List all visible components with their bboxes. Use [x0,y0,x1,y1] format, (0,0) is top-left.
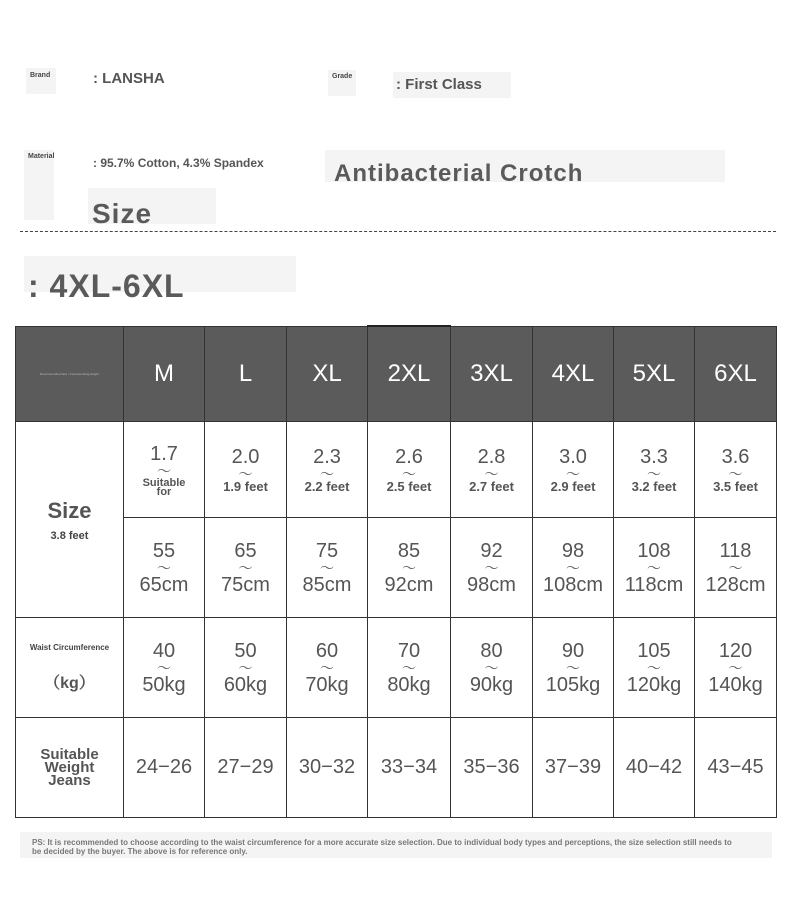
jeans-label-cell [16,718,124,818]
height-to: 3.5 feet [713,478,758,494]
cm-to: 75cm [221,573,270,596]
weight-cell [695,618,777,718]
weight-cell [451,618,533,718]
height-to: 2.5 feet [386,478,432,494]
tilde: 〜 [566,659,580,676]
jeans-cell [614,718,695,818]
height-from: 3.0 [559,445,587,468]
weight-from: 80 [480,639,503,662]
tilde: 〜 [402,559,416,576]
cm-cell [124,518,205,618]
weight-from: 40 [152,639,176,662]
jeans-size: 37−39 [544,756,602,778]
cm-to: 98cm [467,573,516,596]
cm-cell [368,518,451,618]
weight-to: 50kg [142,673,186,696]
weight-to: 90kg [469,673,514,696]
height-from: 1.7 [150,442,178,465]
size-header-4xl: 4XL [533,326,614,422]
table-header-row [16,326,777,422]
size-header-xl: XL [287,326,368,422]
weight-cell [124,618,205,718]
height-from: 3.6 [721,445,750,468]
jeans-cell [533,718,614,818]
cm-from: 118 [719,539,752,562]
tilde: 〜 [647,659,661,676]
tilde: 〜 [402,659,416,676]
tilde: 〜 [157,659,171,676]
tilde: 〜 [484,465,499,482]
cm-from: 98 [561,539,585,562]
weight-cell [287,618,368,718]
jeans-size: 35−36 [463,756,520,778]
tilde: 〜 [566,559,580,576]
tilde: 〜 [647,465,661,482]
jeans-label-line1: Suitable [40,746,99,763]
height-label: Size [47,497,92,523]
cm-cell [451,518,533,618]
height-cell [368,422,451,518]
size-header-l: L [205,326,287,422]
feature-text: Antibacterial Crotch [334,160,584,182]
height-to: Suitable for [142,476,186,498]
ps-note: PS: It is recommended to choose according to the waist circumference for a more accurate size selection. Due to individual body types and perceptions, the size selection still needs to be decided by the buyer. The above is for reference only. [32,838,732,856]
weight-to: 70kg [305,673,349,696]
material-label-box [24,150,54,220]
weight-from: 50 [234,639,257,662]
cm-to: 128cm [705,573,766,596]
height-cell [614,422,695,518]
tilde: 〜 [320,559,334,576]
height-feet-row [16,422,777,518]
height-cell [124,422,205,518]
cm-to: 65cm [139,573,189,596]
jeans-size: 24−26 [135,756,193,778]
dashed-divider [20,231,776,232]
jeans-cell [368,718,451,818]
height-to: 1.9 feet [223,478,268,494]
cm-from: 75 [315,539,339,562]
height-cm-row [16,518,777,618]
cm-cell [695,518,777,618]
cm-from: 65 [234,539,257,562]
weight-to: 80kg [387,673,431,696]
weight-from: 70 [397,639,421,662]
size-header-3xl: 3XL [451,326,533,422]
cm-cell [614,518,695,618]
jeans-cell [695,718,777,818]
weight-to: 60kg [223,673,268,696]
jeans-cell [124,718,205,818]
weight-from: 105 [637,639,671,662]
tilde: 〜 [728,659,743,676]
tilde: 〜 [157,462,171,479]
brand-value: : LANSHA [93,70,165,87]
weight-from: 120 [718,639,753,662]
grade-value: : First Class [396,76,482,93]
tilde: 〜 [320,465,334,482]
weight-to: 105kg [545,673,601,696]
height-cell [205,422,287,518]
size-range: : 4XL-6XL [28,268,185,300]
size-header-6xl: 6XL [695,326,777,422]
height-from: 2.6 [395,445,423,468]
jeans-size: 33−34 [380,756,438,778]
height-from: 3.3 [640,445,668,468]
height-to: 3.2 feet [631,478,677,494]
height-sub-label: 3.8 feet [50,529,89,542]
weight-label-cell [16,618,124,718]
weight-from: 60 [315,639,339,662]
cm-to: 108cm [542,573,604,596]
tilde: 〜 [647,559,661,576]
tilde: 〜 [484,659,499,676]
jeans-size: 43−45 [707,756,764,778]
jeans-cell [287,718,368,818]
jeans-size: 40−42 [625,756,683,778]
cm-cell [533,518,614,618]
size-header-5xl: 5XL [614,326,695,422]
tilde: 〜 [238,559,253,576]
weight-to: 120kg [626,673,682,696]
tilde: 〜 [157,559,171,576]
height-to: 2.9 feet [550,478,596,494]
height-cell [533,422,614,518]
weight-cell [533,618,614,718]
cm-from: 85 [397,539,421,562]
height-to: 2.2 feet [304,478,350,494]
height-from: 2.0 [231,445,260,468]
tilde: 〜 [728,465,743,482]
size-header-2xl: 2XL [368,326,451,422]
weight-from: 90 [561,639,585,662]
grade-label: Grade [332,73,353,80]
kg-label: （kg） [44,674,95,692]
cm-cell [287,518,368,618]
brand-label: Brand [30,72,51,79]
height-cell [451,422,533,518]
tilde: 〜 [320,659,334,676]
jeans-cell [205,718,287,818]
weight-cell [368,618,451,718]
size-header-m: M [124,326,205,422]
material-label: Material [28,153,55,160]
jeans-label-line3: Jeans [48,772,91,789]
size-heading: Size [92,198,153,226]
tilde: 〜 [238,659,253,676]
cm-cell [205,518,287,618]
material-value: : 95.7% Cotton, 4.3% Spandex [93,156,264,170]
tilde: 〜 [238,465,253,482]
weight-cell [205,618,287,718]
cm-to: 92cm [384,573,434,596]
jeans-size: 27−29 [217,756,274,778]
size-chart-table [15,325,777,818]
weight-cell [614,618,695,718]
corner-cell: Recommended Size / Corresponding Height [16,326,124,422]
tilde: 〜 [728,559,743,576]
height-to: 2.7 feet [469,478,514,494]
tilde: 〜 [566,465,580,482]
jeans-label-line2: Weight [44,759,95,776]
height-cell [287,422,368,518]
tilde: 〜 [402,465,416,482]
height-cell [695,422,777,518]
weight-to: 140kg [708,673,763,696]
height-label-cell [16,422,124,618]
jeans-row [16,718,777,818]
cm-from: 55 [152,539,176,562]
waist-label: Waist Circumference [29,642,110,652]
jeans-cell [451,718,533,818]
tilde: 〜 [484,559,499,576]
cm-to: 118cm [624,573,684,596]
cm-to: 85cm [302,573,352,596]
height-from: 2.3 [313,445,341,468]
cm-from: 108 [637,539,671,562]
cm-from: 92 [480,539,503,562]
jeans-size: 30−32 [298,756,356,778]
height-from: 2.8 [477,445,506,468]
weight-row [16,618,777,718]
